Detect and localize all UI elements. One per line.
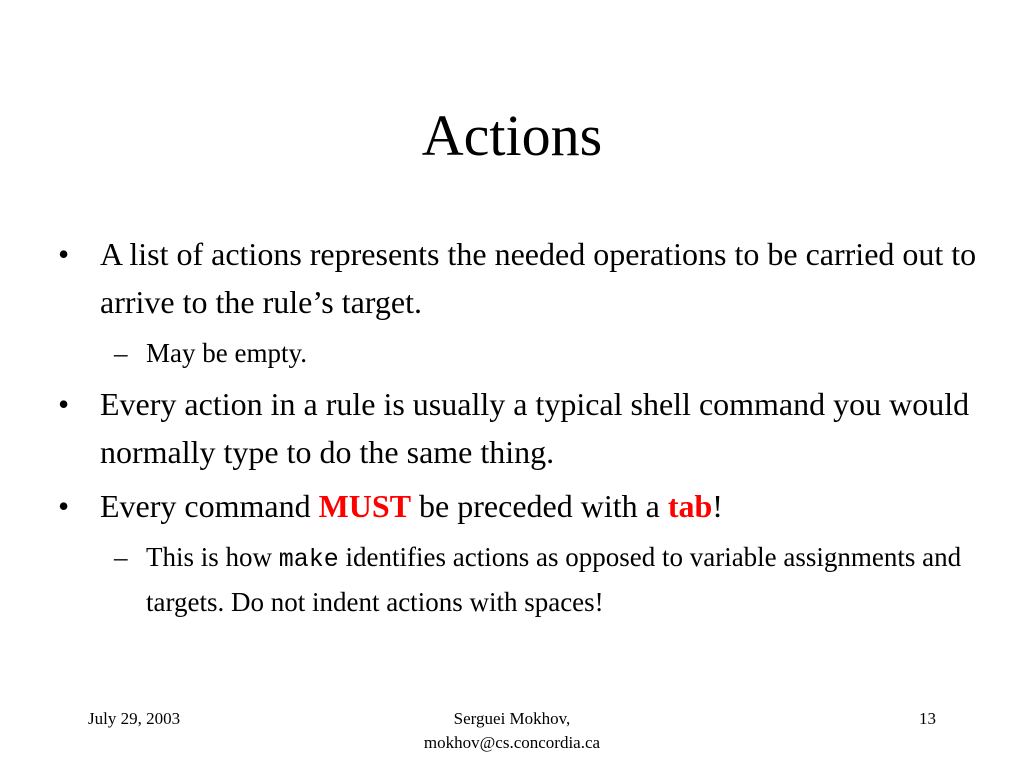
bullet-item xyxy=(58,380,978,476)
bullet-marker: • xyxy=(58,236,70,272)
footer-author xyxy=(362,707,662,755)
code-keyword: make xyxy=(278,545,339,574)
bullet-text: A list of actions represents the needed operations to be carried out to arrive to the rule’s target. xyxy=(100,236,977,320)
bullet-text-part: Every command xyxy=(100,488,319,524)
bullet-item xyxy=(58,230,978,326)
sub-bullet-text: May be empty. xyxy=(146,338,307,368)
slide-title: Actions xyxy=(421,103,603,168)
bullet-marker: • xyxy=(58,488,70,524)
bullet-marker: • xyxy=(58,386,70,422)
footer-date: July 29, 2003 xyxy=(88,709,181,728)
bullet-text: Every action in a rule is usually a typical shell command you would normally type to do the same thing. xyxy=(100,386,970,470)
bullet-text xyxy=(100,488,723,524)
slide-body xyxy=(58,230,978,629)
emphasis-must: MUST xyxy=(318,488,412,524)
sub-bullet-marker: – xyxy=(114,338,128,368)
sub-bullet-item xyxy=(58,536,978,623)
sub-text-part: identifies actions as opposed to variable assignments and targets. Do not indent actions with spaces! xyxy=(146,542,962,617)
footer-page-number: 13 xyxy=(919,709,936,728)
sub-bullet-item xyxy=(58,332,978,374)
emphasis-tab: tab xyxy=(667,488,713,524)
bullet-item xyxy=(58,482,978,530)
sub-bullet-marker: – xyxy=(114,542,128,572)
sub-text-part: This is how xyxy=(146,542,279,572)
footer-author-name: Serguei Mokhov, xyxy=(453,709,571,728)
footer-author-email: mokhov@cs.concordia.ca xyxy=(423,733,601,752)
sub-bullet-text xyxy=(146,542,961,617)
bullet-text-part: ! xyxy=(712,488,723,524)
bullet-text-part: be preceded with a xyxy=(411,488,668,524)
